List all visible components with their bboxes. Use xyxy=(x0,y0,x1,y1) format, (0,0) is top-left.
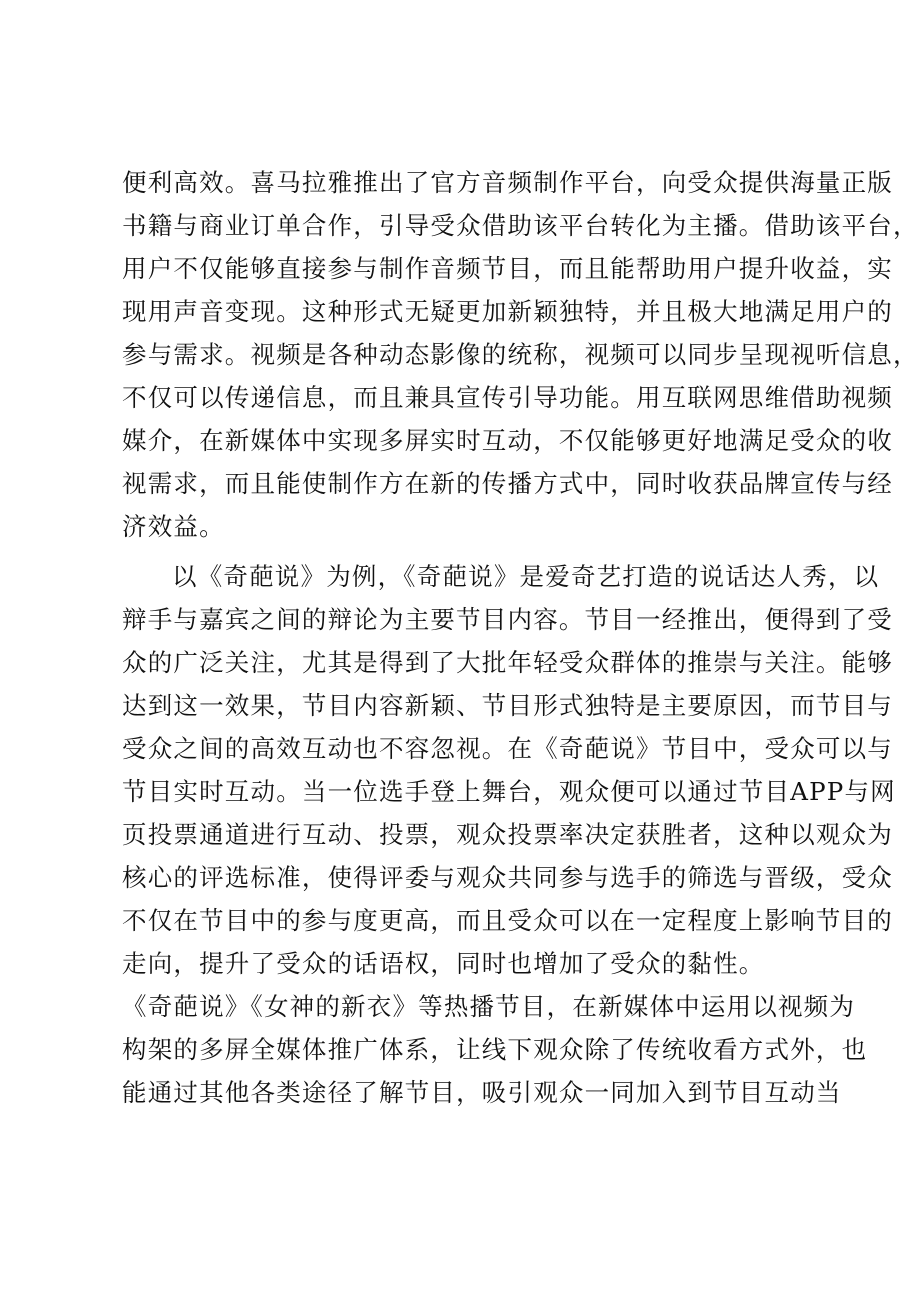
text-line: 参与需求。视频是各种动态影像的统称，视频可以同步呈现视听信息， xyxy=(122,340,919,369)
text-line: 核心的评选标准，使得评委与观众共同参与选手的筛选与晋级，受众 xyxy=(122,863,893,892)
text-line: 便利高效。喜马拉雅推出了官方音频制作平台，向受众提供海量正版 xyxy=(122,168,893,197)
text-line: 页投票通道进行互动、投票，观众投票率决定获胜者，这种以观众为 xyxy=(122,820,893,849)
text-line: 构架的多屏全媒体推广体系，让线下观众除了传统收看方式外，也 xyxy=(122,1035,868,1064)
text-line: 不仅在节目中的参与度更高，而且受众可以在一定程度上影响节目的 xyxy=(122,906,893,935)
text-line: 济效益。 xyxy=(122,512,225,541)
text-line: 视需求，而且能使制作方在新的传播方式中，同时收获品牌宣传与经 xyxy=(122,469,893,498)
text-line: 达到这一效果，节目内容新颖、节目形式独特是主要原因，而节目与 xyxy=(122,691,893,720)
paragraph-start-line: 以《奇葩说》为例，《奇葩说》是爱奇艺打造的说话达人秀，以 xyxy=(172,562,880,591)
text-line: 不仅可以传递信息，而且兼具宣传引导功能。用互联网思维借助视频 xyxy=(122,383,893,412)
text-line: 用户不仅能够直接参与制作音频节目，而且能帮助用户提升收益，实 xyxy=(122,254,893,283)
text-line: 节目实时互动。当一位选手登上舞台，观众便可以通过节目APP与网 xyxy=(122,777,896,806)
text-line: 书籍与商业订单合作，引导受众借助该平台转化为主播。借助该平台， xyxy=(122,211,919,240)
text-line: 《奇葩说》《女神的新衣》等热播节目，在新媒体中运用以视频为 xyxy=(122,992,856,1021)
text-line: 走向，提升了受众的话语权，同时也增加了受众的黏性。 xyxy=(122,949,765,978)
text-line: 受众之间的高效互动也不容忽视。在《奇葩说》节目中，受众可以与 xyxy=(122,734,893,763)
text-line: 能通过其他各类途径了解节目，吸引观众一同加入到节目互动当 xyxy=(122,1078,842,1107)
text-line: 媒介，在新媒体中实现多屏实时互动，不仅能够更好地满足受众的收 xyxy=(122,426,893,455)
text-line: 众的广泛关注，尤其是得到了大批年轻受众群体的推崇与关注。能够 xyxy=(122,648,893,677)
text-line: 现用声音变现。这种形式无疑更加新颖独特，并且极大地满足用户的 xyxy=(122,297,893,326)
text-line: 辩手与嘉宾之间的辩论为主要节目内容。节目一经推出，便得到了受 xyxy=(122,605,893,634)
